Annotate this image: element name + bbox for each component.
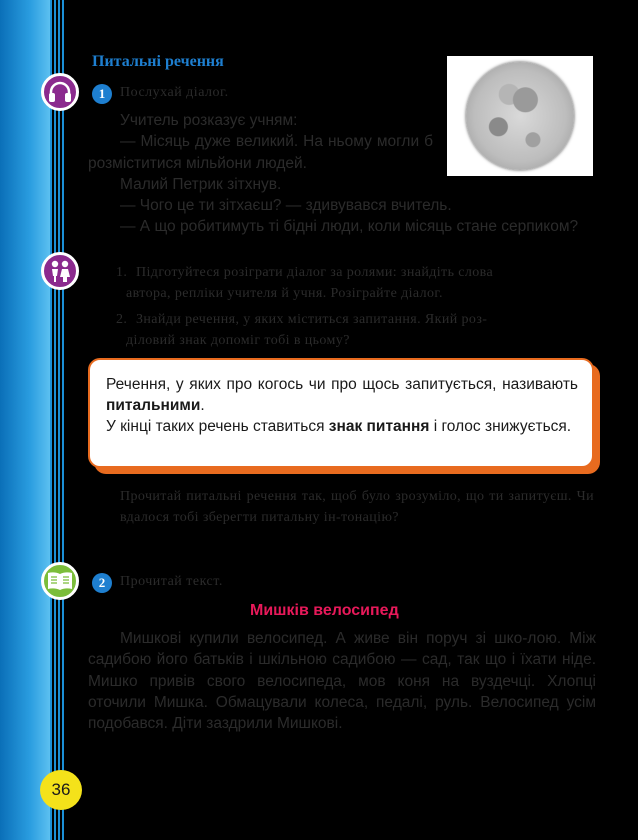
subtask-item	[116, 262, 594, 304]
task-instruction: Послухай діалог.	[120, 85, 229, 100]
subtask-text: Знайди речення, у яких міститься запитання. Який роз-	[136, 312, 488, 327]
task-number-badge: 2	[92, 573, 112, 593]
dialog-text	[88, 110, 596, 238]
subtask-text: Підготуйтеся розіграти діалог за ролями: знайдіть слова	[136, 265, 494, 280]
subtask-text-cont: автора, репліки учителя й учня. Розіграйте діалог.	[126, 286, 443, 301]
task-number-badge: 1	[92, 84, 112, 104]
rule-term: питальними	[106, 397, 201, 414]
rule-box	[88, 358, 594, 468]
subtask-number: 2.	[116, 312, 128, 327]
dialog-line: Малий Петрик зітхнув.	[120, 175, 282, 193]
rule-term: знак питання	[328, 418, 430, 435]
read-task: Прочитай питальні речення так, щоб було зрозуміло, що ти запитуєш. Чи вдалося тобі зберегти питальну ін-тонацію?	[120, 489, 594, 525]
subtask-text-cont: діловий знак допоміг тобі в цьому?	[126, 333, 350, 348]
rule-text: і голос знижується.	[429, 418, 572, 435]
subtask-item	[116, 309, 594, 351]
dialog-line: — Місяць дуже великий. На ньому могли б розміститися мільйони людей.	[88, 133, 433, 172]
page-sidebar	[0, 0, 50, 840]
subtask-number: 1.	[116, 265, 128, 280]
dialog-line: Учитель розказує учням:	[120, 112, 298, 129]
dialog-line: — Чого це ти зітхаєш? — здивувався вчитель.	[120, 197, 452, 215]
book-icon	[41, 562, 79, 600]
rule-text: У кінці таких речень ставиться	[106, 418, 329, 435]
dialog-line: — А що робитимуть ті бідні люди, коли місяць стане серпиком?	[120, 218, 579, 236]
section-title: Питальні речення	[92, 53, 224, 70]
story-text: Мишкові купили велосипед. А живе він поруч зі шко-лою. Між садибою його батьків і шкільною садибою — сад, так що і їхати ніде. Мишко привів свого велосипеда, мов коня на вуздечці. Хлопці оточили Мишка. Обмацували колеса, педалі, руль. Велосипед усім подобався. Діти заздрили Мишкові.	[88, 630, 596, 733]
page-rail	[50, 0, 64, 840]
task-instruction: Прочитай текст.	[120, 574, 223, 589]
rule-text: .	[200, 397, 205, 414]
children-icon	[41, 252, 79, 290]
story-title: Мишків велосипед	[250, 602, 399, 619]
rule-text: Речення, у яких про когось чи про щось запитується, називають	[106, 376, 578, 393]
headphones-icon	[41, 73, 79, 111]
page-number: 36	[40, 770, 82, 810]
